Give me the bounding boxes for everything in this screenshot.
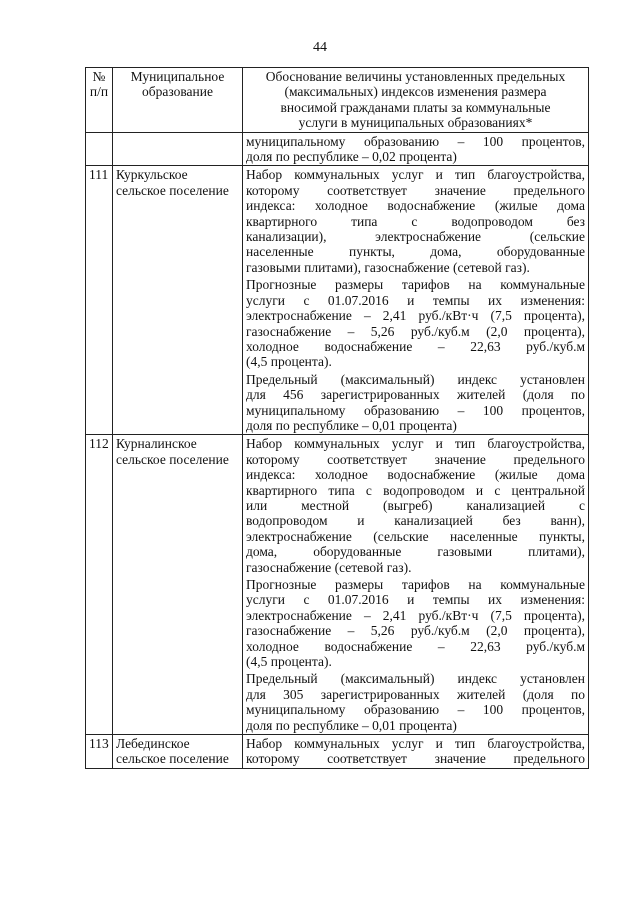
header-line: (максимальных) индексов изменения размера [284, 84, 547, 100]
text-line: индекса: холодное водоснабжение (жилые дома [246, 467, 585, 483]
text-line: для 456 зарегистрированных жителей (доля по [246, 387, 585, 403]
header-line: образование [142, 84, 213, 100]
text-line: (4,5 процента). [246, 654, 332, 670]
text-line: газоснабжение – 5,26 руб./куб.м (2,0 процента), [246, 623, 585, 639]
municipality-name [113, 435, 243, 735]
text-line: которому соответствует значение предельного [246, 451, 585, 467]
municipality-name-line: Курналинское [116, 436, 197, 452]
municipality-name-line: Куркульское [116, 167, 188, 183]
text-line: Прогнозные размеры тарифов на коммунальные [246, 277, 585, 293]
continuation-row [86, 132, 589, 166]
municipality-name [113, 166, 243, 435]
text-line: муниципальному образованию – 100 процентов, [246, 402, 585, 418]
header-line: услуги в муниципальных образованиях* [298, 115, 533, 131]
justification-paragraph [246, 436, 585, 575]
justification-paragraph [246, 736, 585, 767]
header-municipality [113, 68, 243, 133]
continuation-number-cell [86, 132, 113, 166]
text-line: канализации), электроснабжение (сельские [246, 229, 585, 245]
text-line: (4,5 процента). [246, 354, 332, 370]
text-line: муниципальному образованию – 100 процентов, [246, 133, 585, 149]
text-line: которому соответствует значение предельного [246, 751, 585, 767]
row-number: 111 [86, 166, 113, 435]
header-line: Обоснование величины установленных предельных [265, 69, 566, 84]
text-line: водопроводом и канализацией без ванн), [246, 513, 585, 529]
text-line: или местной (выгреб) канализацией с [246, 497, 585, 513]
text-line: газоснабжение – 5,26 руб./куб.м (2,0 процента), [246, 323, 585, 339]
text-line: Предельный (максимальный) индекс установлен [246, 671, 585, 687]
text-line: холодное водоснабжение – 22,63 руб./куб.м [246, 338, 585, 354]
text-line: доля по республике – 0,01 процента) [246, 417, 457, 433]
justification-paragraph [246, 167, 585, 275]
row-number: 113 [86, 735, 113, 769]
table-row [86, 166, 589, 435]
text-line: Набор коммунальных услуг и тип благоустройства, [246, 736, 585, 752]
justification-paragraph [246, 577, 585, 669]
continuation-name-cell [113, 132, 243, 166]
text-line: дома, оборудованные газовыми плитами), [246, 544, 585, 560]
justification-paragraph [246, 277, 585, 369]
municipality-name-line: сельское поселение [116, 451, 229, 467]
text-line: газовыми плитами), газоснабжение (сетевой газ). [246, 259, 530, 275]
text-line: которому соответствует значение предельного [246, 182, 585, 198]
municipality-name [113, 735, 243, 769]
header-justification [243, 68, 589, 133]
tariff-table [85, 67, 589, 769]
header-number [86, 68, 113, 133]
header-line: вносимой гражданами платы за коммунальные [280, 99, 551, 115]
text-line: услуги с 01.07.2016 и темпы их изменения: [246, 592, 585, 608]
text-line: квартирного типа с водопроводом без [246, 213, 585, 229]
municipality-name-line: Лебединское [116, 736, 190, 752]
municipality-name-line: сельское поселение [116, 182, 229, 198]
text-line: Набор коммунальных услуг и тип благоустройства, [246, 436, 585, 452]
justification-paragraph [246, 671, 585, 733]
text-line: услуги с 01.07.2016 и темпы их изменения: [246, 292, 585, 308]
justification-text [243, 735, 589, 769]
text-line: Прогнозные размеры тарифов на коммунальные [246, 577, 585, 592]
page-number: 44 [313, 40, 327, 55]
row-number: 112 [86, 435, 113, 735]
tariff-table-body [86, 68, 589, 769]
header-line: Муниципальное [130, 69, 225, 84]
text-line: электроснабжение (сельские населенные пункты, [246, 528, 585, 544]
text-line: для 305 зарегистрированных жителей (доля по [246, 686, 585, 702]
municipality-name-line: сельское поселение [116, 751, 229, 767]
justification-text [243, 435, 589, 735]
table-row [86, 435, 589, 735]
table-header-row [86, 68, 589, 133]
text-line: электроснабжение – 2,41 руб./кВт·ч (7,5 процента), [246, 607, 585, 623]
header-line: № [92, 69, 106, 84]
text-line: индекса: холодное водоснабжение (жилые дома [246, 198, 585, 214]
justification-text [243, 166, 589, 435]
text-line: Набор коммунальных услуг и тип благоустройства, [246, 167, 585, 183]
justification-paragraph [246, 372, 585, 434]
table-row [86, 735, 589, 769]
text-line: доля по республике – 0,02 процента) [246, 149, 457, 165]
header-line: п/п [89, 84, 109, 100]
text-line: квартирного типа с водопроводом и с центральной [246, 482, 585, 498]
text-line: газоснабжение (сетевой газ). [246, 559, 412, 575]
text-line: муниципальному образованию – 100 процентов, [246, 702, 585, 718]
text-line: холодное водоснабжение – 22,63 руб./куб.м [246, 638, 585, 654]
text-line: населенные пункты, дома, оборудованные [246, 244, 585, 260]
text-line: электроснабжение – 2,41 руб./кВт·ч (7,5 процента), [246, 308, 585, 324]
text-line: Предельный (максимальный) индекс установлен [246, 371, 585, 387]
text-line: доля по республике – 0,01 процента) [246, 717, 457, 733]
continuation-text [243, 132, 589, 166]
